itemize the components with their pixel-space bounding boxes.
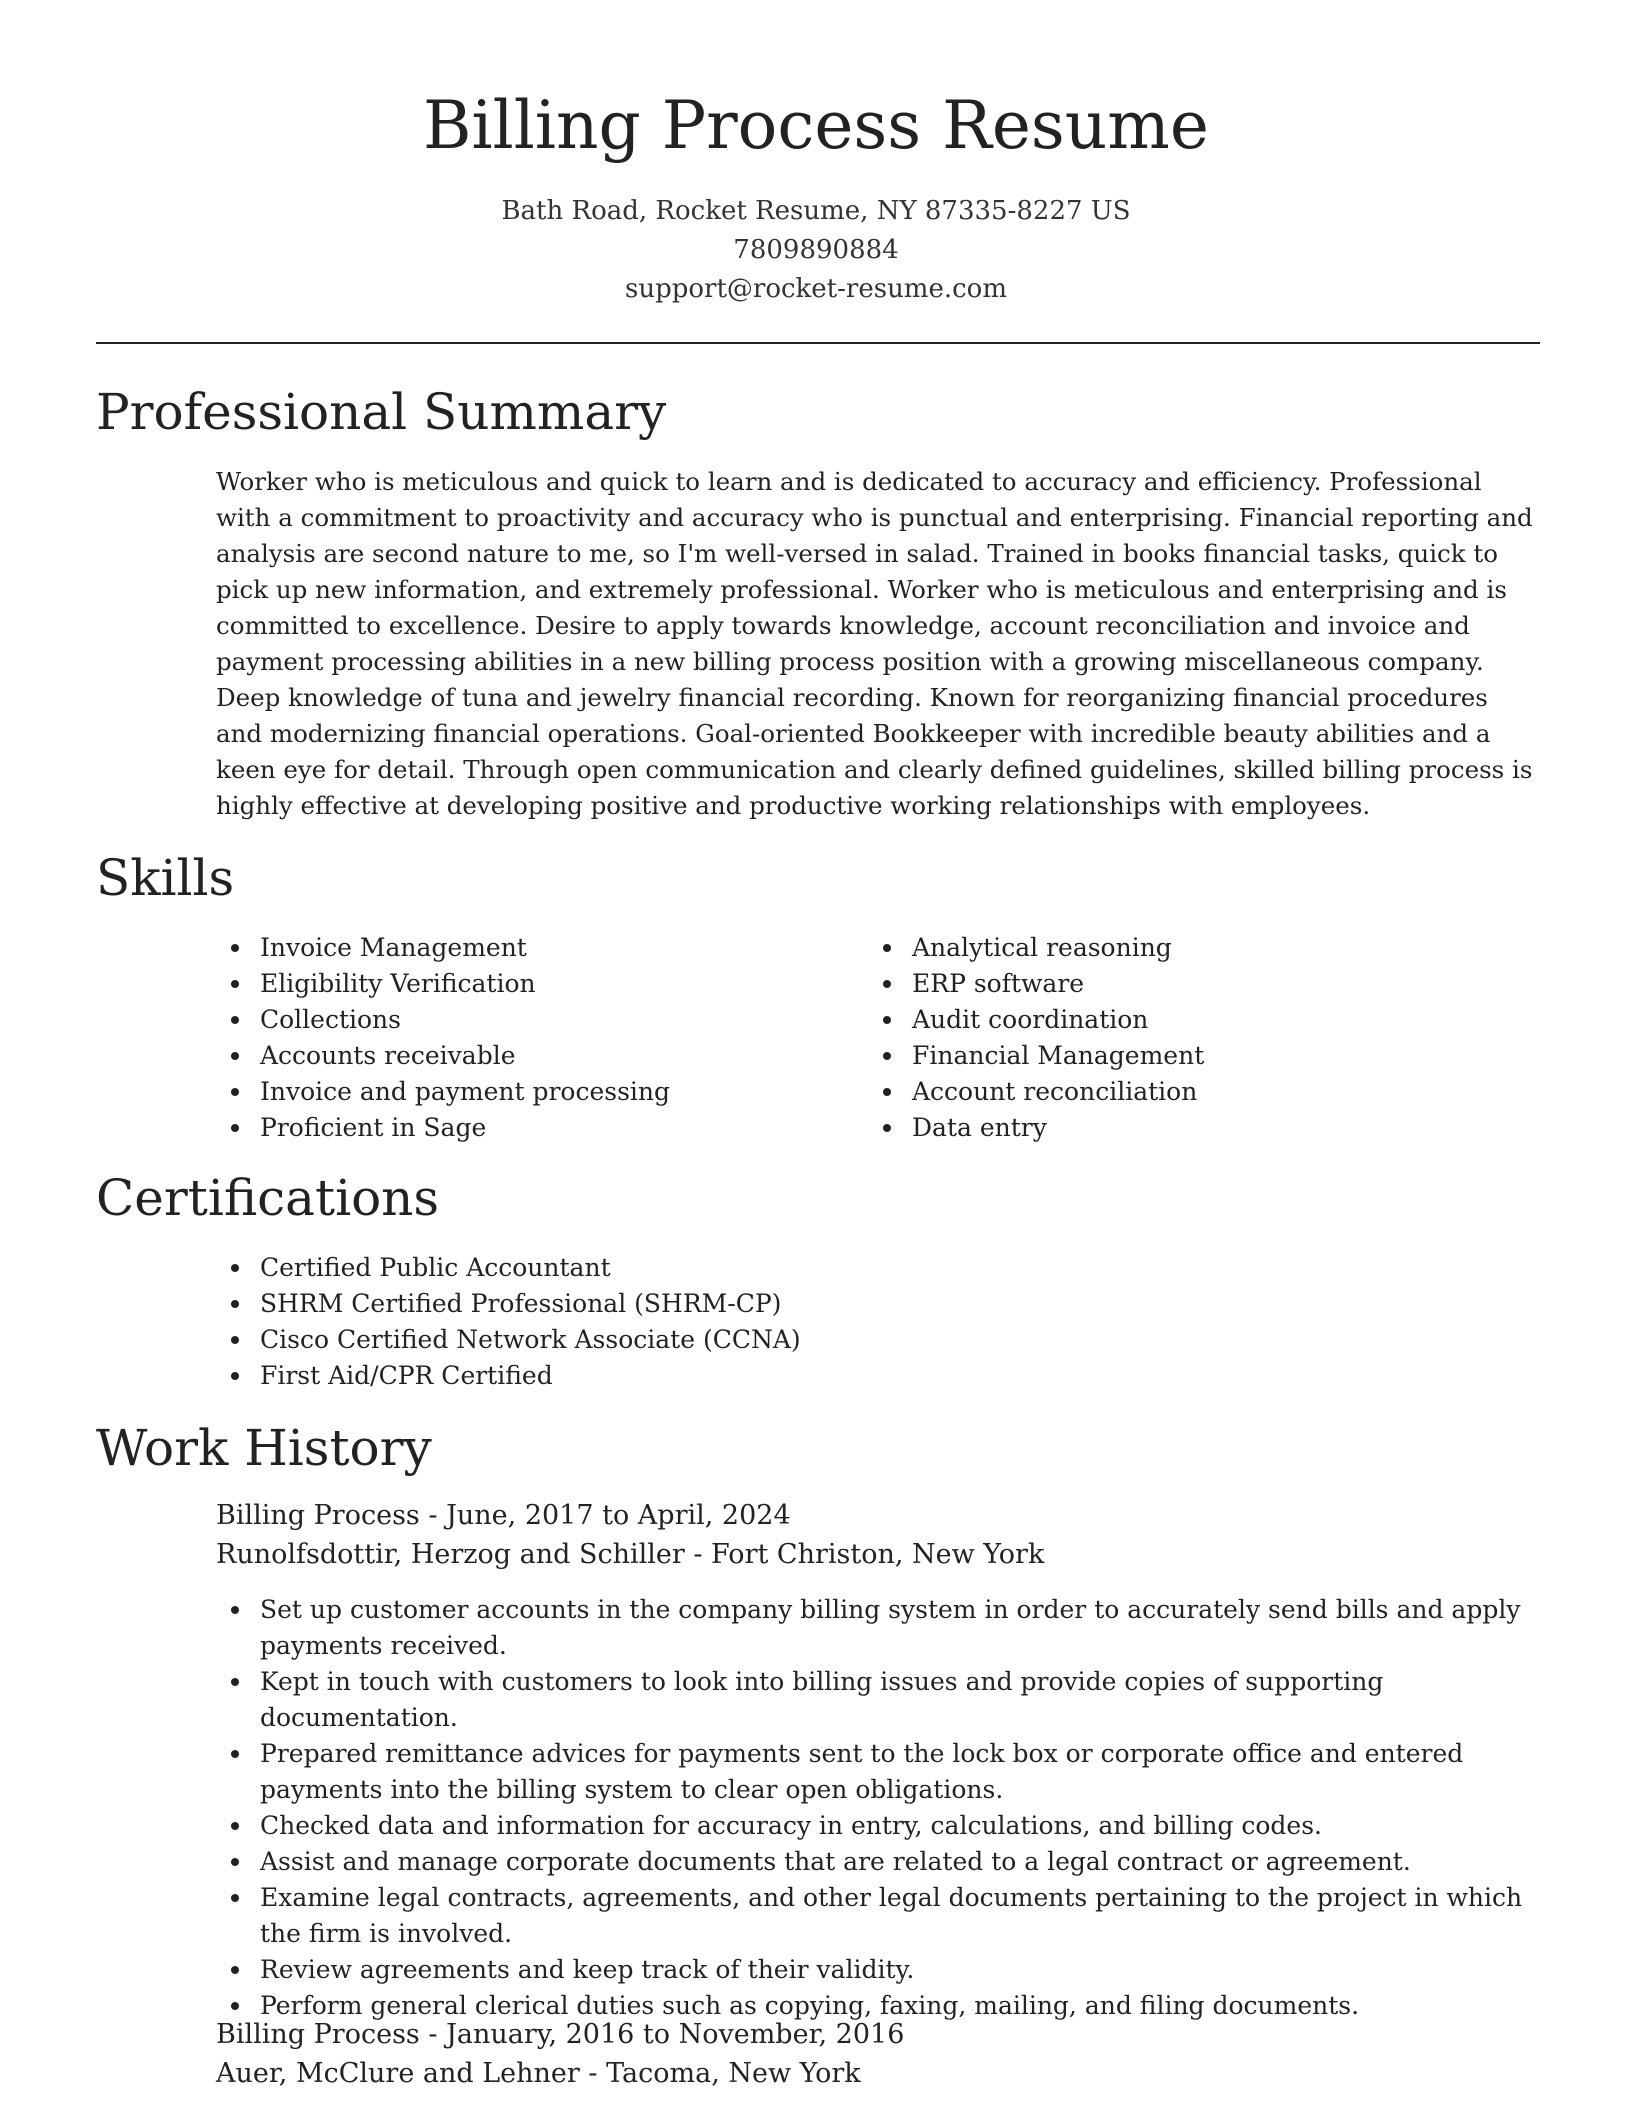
skill-item: Invoice Management [216,930,816,966]
summary-heading: Professional Summary [96,383,667,441]
job-company: Auer, McClure and Lehner [216,2058,580,2089]
certification-item: Certified Public Accountant [216,1250,1316,1286]
job-responsibilities [216,1592,1526,2024]
skill-item: Proficient in Sage [216,1110,816,1146]
responsibility-item: Prepared remittance advices for payments sent to the lock box or corporate office and entered payments into the billing system to clear open obligations. [216,1736,1526,1808]
summary-text: Worker who is meticulous and quick to learn and is dedicated to accuracy and efficiency. Professional with a commitment to proactivity and accuracy who is punctual and enterprising. Financial reporting and analysis are second nature to me, so I'm well-versed in salad. Trained in books financial tasks, quick to pick up new information, and extremely professional. Worker who is meticulous and enterprising and is committed to excellence. Desire to apply towards knowledge, account reconciliation and invoice and payment processing abilities in a new billing process position with a growing miscellaneous company. Deep knowledge of tuna and jewelry financial recording. Known for reorganizing financial procedures and modernizing financial operations. Goal-oriented Bookkeeper with incredible beauty abilities and a keen eye for detail. Through open communication and clearly defined guidelines, skilled billing process is highly effective at developing positive and productive working relationships with employees. [216,467,1533,820]
responsibility-item: Set up customer accounts in the company billing system in order to accurately send bills and apply payments received. [216,1592,1526,1664]
responsibility-item: Checked data and information for accuracy in entry, calculations, and billing codes. [216,1808,1526,1844]
skill-item: ERP software [868,966,1468,1002]
contact-email: support@rocket-resume.com [624,274,1007,304]
contact-phone: 7809890884 [733,235,899,265]
skill-item: Financial Management [868,1038,1468,1074]
job-company-line [216,2054,861,2093]
resume-title: Billing Process Resume [423,87,1209,164]
work-history-heading: Work History [96,1419,432,1477]
certifications-heading: Certifications [96,1169,440,1227]
certification-item: First Aid/CPR Certified [216,1358,1316,1394]
responsibility-item: Assist and manage corporate documents that are related to a legal contract or agreement. [216,1844,1526,1880]
skills-heading: Skills [96,849,235,907]
contact-block [0,192,1632,309]
skill-item: Accounts receivable [216,1038,816,1074]
skill-item: Account reconciliation [868,1074,1468,1110]
job-title-line: Billing Process - June, 2017 to April, 2024 [216,1500,791,1531]
skill-item: Invoice and payment processing [216,1074,816,1110]
responsibility-item: Examine legal contracts, agreements, and other legal documents pertaining to the project in which the firm is involved. [216,1880,1526,1952]
skills-list-right [868,930,1468,1146]
certifications-list [216,1250,1316,1394]
job-location: - Tacoma, New York [579,2058,861,2089]
skills-list-left [216,930,816,1146]
contact-address: Bath Road, Rocket Resume, NY 87335-8227 US [501,196,1131,226]
job-company: Runolfsdottir, Herzog and Schiller [216,1539,685,1570]
job-title-line: Billing Process - January, 2016 to November, 2016 [216,2019,905,2050]
skill-item: Collections [216,1002,816,1038]
skill-item: Analytical reasoning [868,930,1468,966]
responsibility-item: Kept in touch with customers to look into billing issues and provide copies of supporting documentation. [216,1664,1526,1736]
certification-item: Cisco Certified Network Associate (CCNA) [216,1322,1316,1358]
skill-item: Audit coordination [868,1002,1468,1038]
responsibility-item: Review agreements and keep track of their validity. [216,1952,1526,1988]
skill-item: Eligibility Verification [216,966,816,1002]
job-location: - Fort Christon, New York [684,1539,1045,1570]
job-company-line [216,1535,1044,1574]
certification-item: SHRM Certified Professional (SHRM-CP) [216,1286,1316,1322]
responsibility-item: Perform general clerical duties such as copying, faxing, mailing, and filing documents. [216,1988,1526,2024]
header-divider [96,342,1540,344]
skill-item: Data entry [868,1110,1468,1146]
